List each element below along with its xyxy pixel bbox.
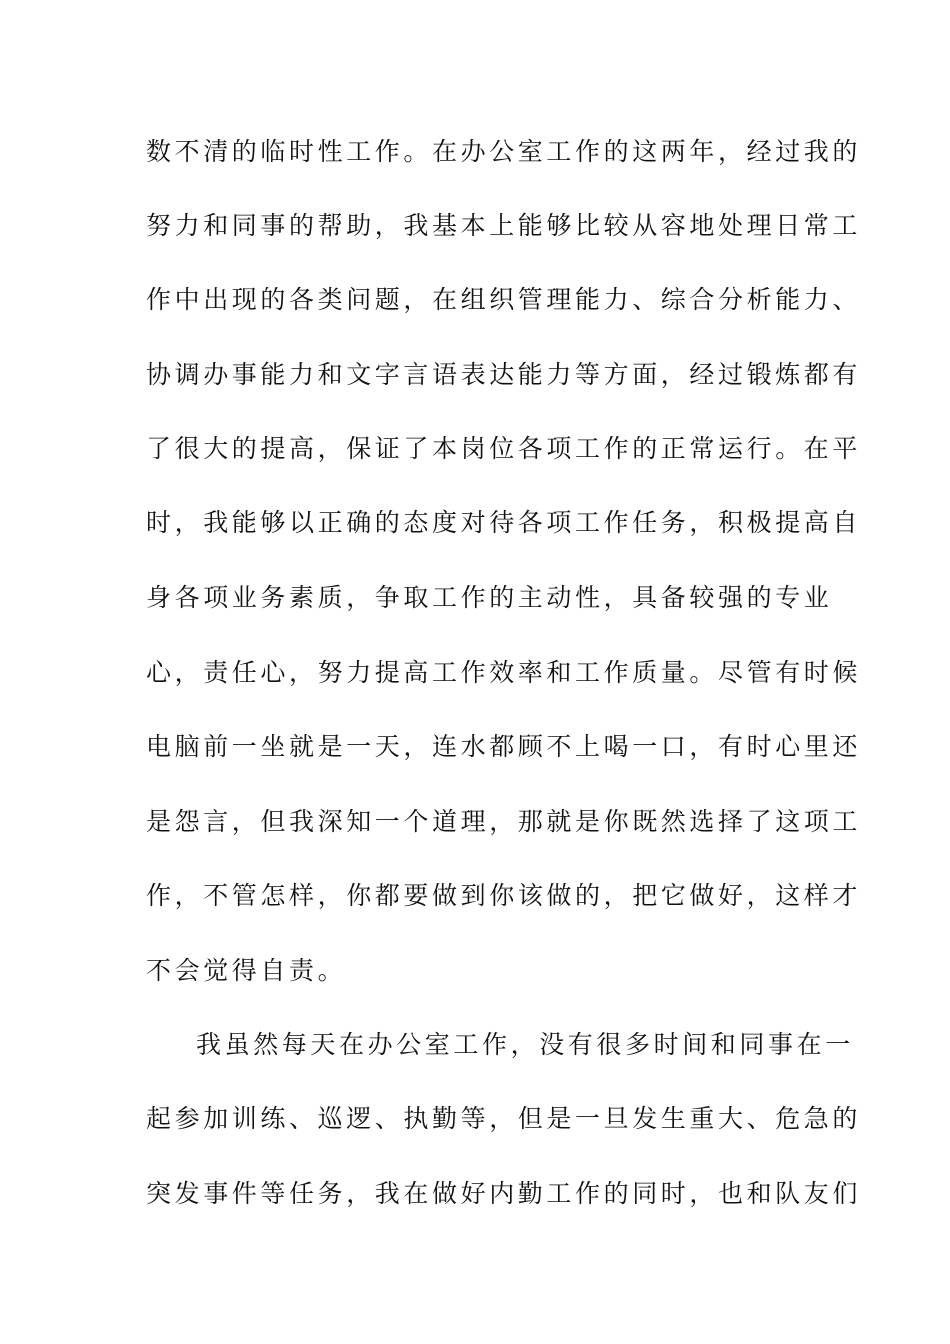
text-line: 心，责任心，努力提高工作效率和工作质量。尽管有时候 xyxy=(146,658,862,687)
text-line: 数不清的临时性工作。在办公室工作的这两年，经过我的 xyxy=(146,137,862,166)
text-line: 身各项业务素质，争取工作的主动性，具备较强的专业 xyxy=(146,583,833,612)
paragraph-end-line: 不会觉得自责。 xyxy=(146,956,347,985)
text-line: 作，不管怎样，你都要做到你该做的，把它做好，这样才 xyxy=(146,881,862,910)
text-line: 努力和同事的帮助，我基本上能够比较从容地处理日常工 xyxy=(146,211,862,240)
text-line: 突发事件等任务，我在做好内勤工作的同时，也和队友们 xyxy=(146,1179,862,1208)
text-line: 协调办事能力和文字言语表达能力等方面，经过锻炼都有 xyxy=(146,360,862,389)
text-line: 作中出现的各类问题，在组织管理能力、综合分析能力、 xyxy=(146,285,862,314)
paragraph-first-line: 我虽然每天在办公室工作，没有很多时间和同事在一 xyxy=(196,1030,854,1059)
text-line: 时，我能够以正确的态度对待各项工作任务，积极提高自 xyxy=(146,508,862,537)
text-line: 电脑前一坐就是一天，连水都顾不上喝一口，有时心里还 xyxy=(146,732,862,761)
text-line: 起参加训练、巡逻、执勤等，但是一旦发生重大、危急的 xyxy=(146,1104,862,1133)
text-line: 了很大的提高，保证了本岗位各项工作的正常运行。在平 xyxy=(146,434,862,463)
text-line: 是怨言，但我深知一个道理，那就是你既然选择了这项工 xyxy=(146,807,862,836)
